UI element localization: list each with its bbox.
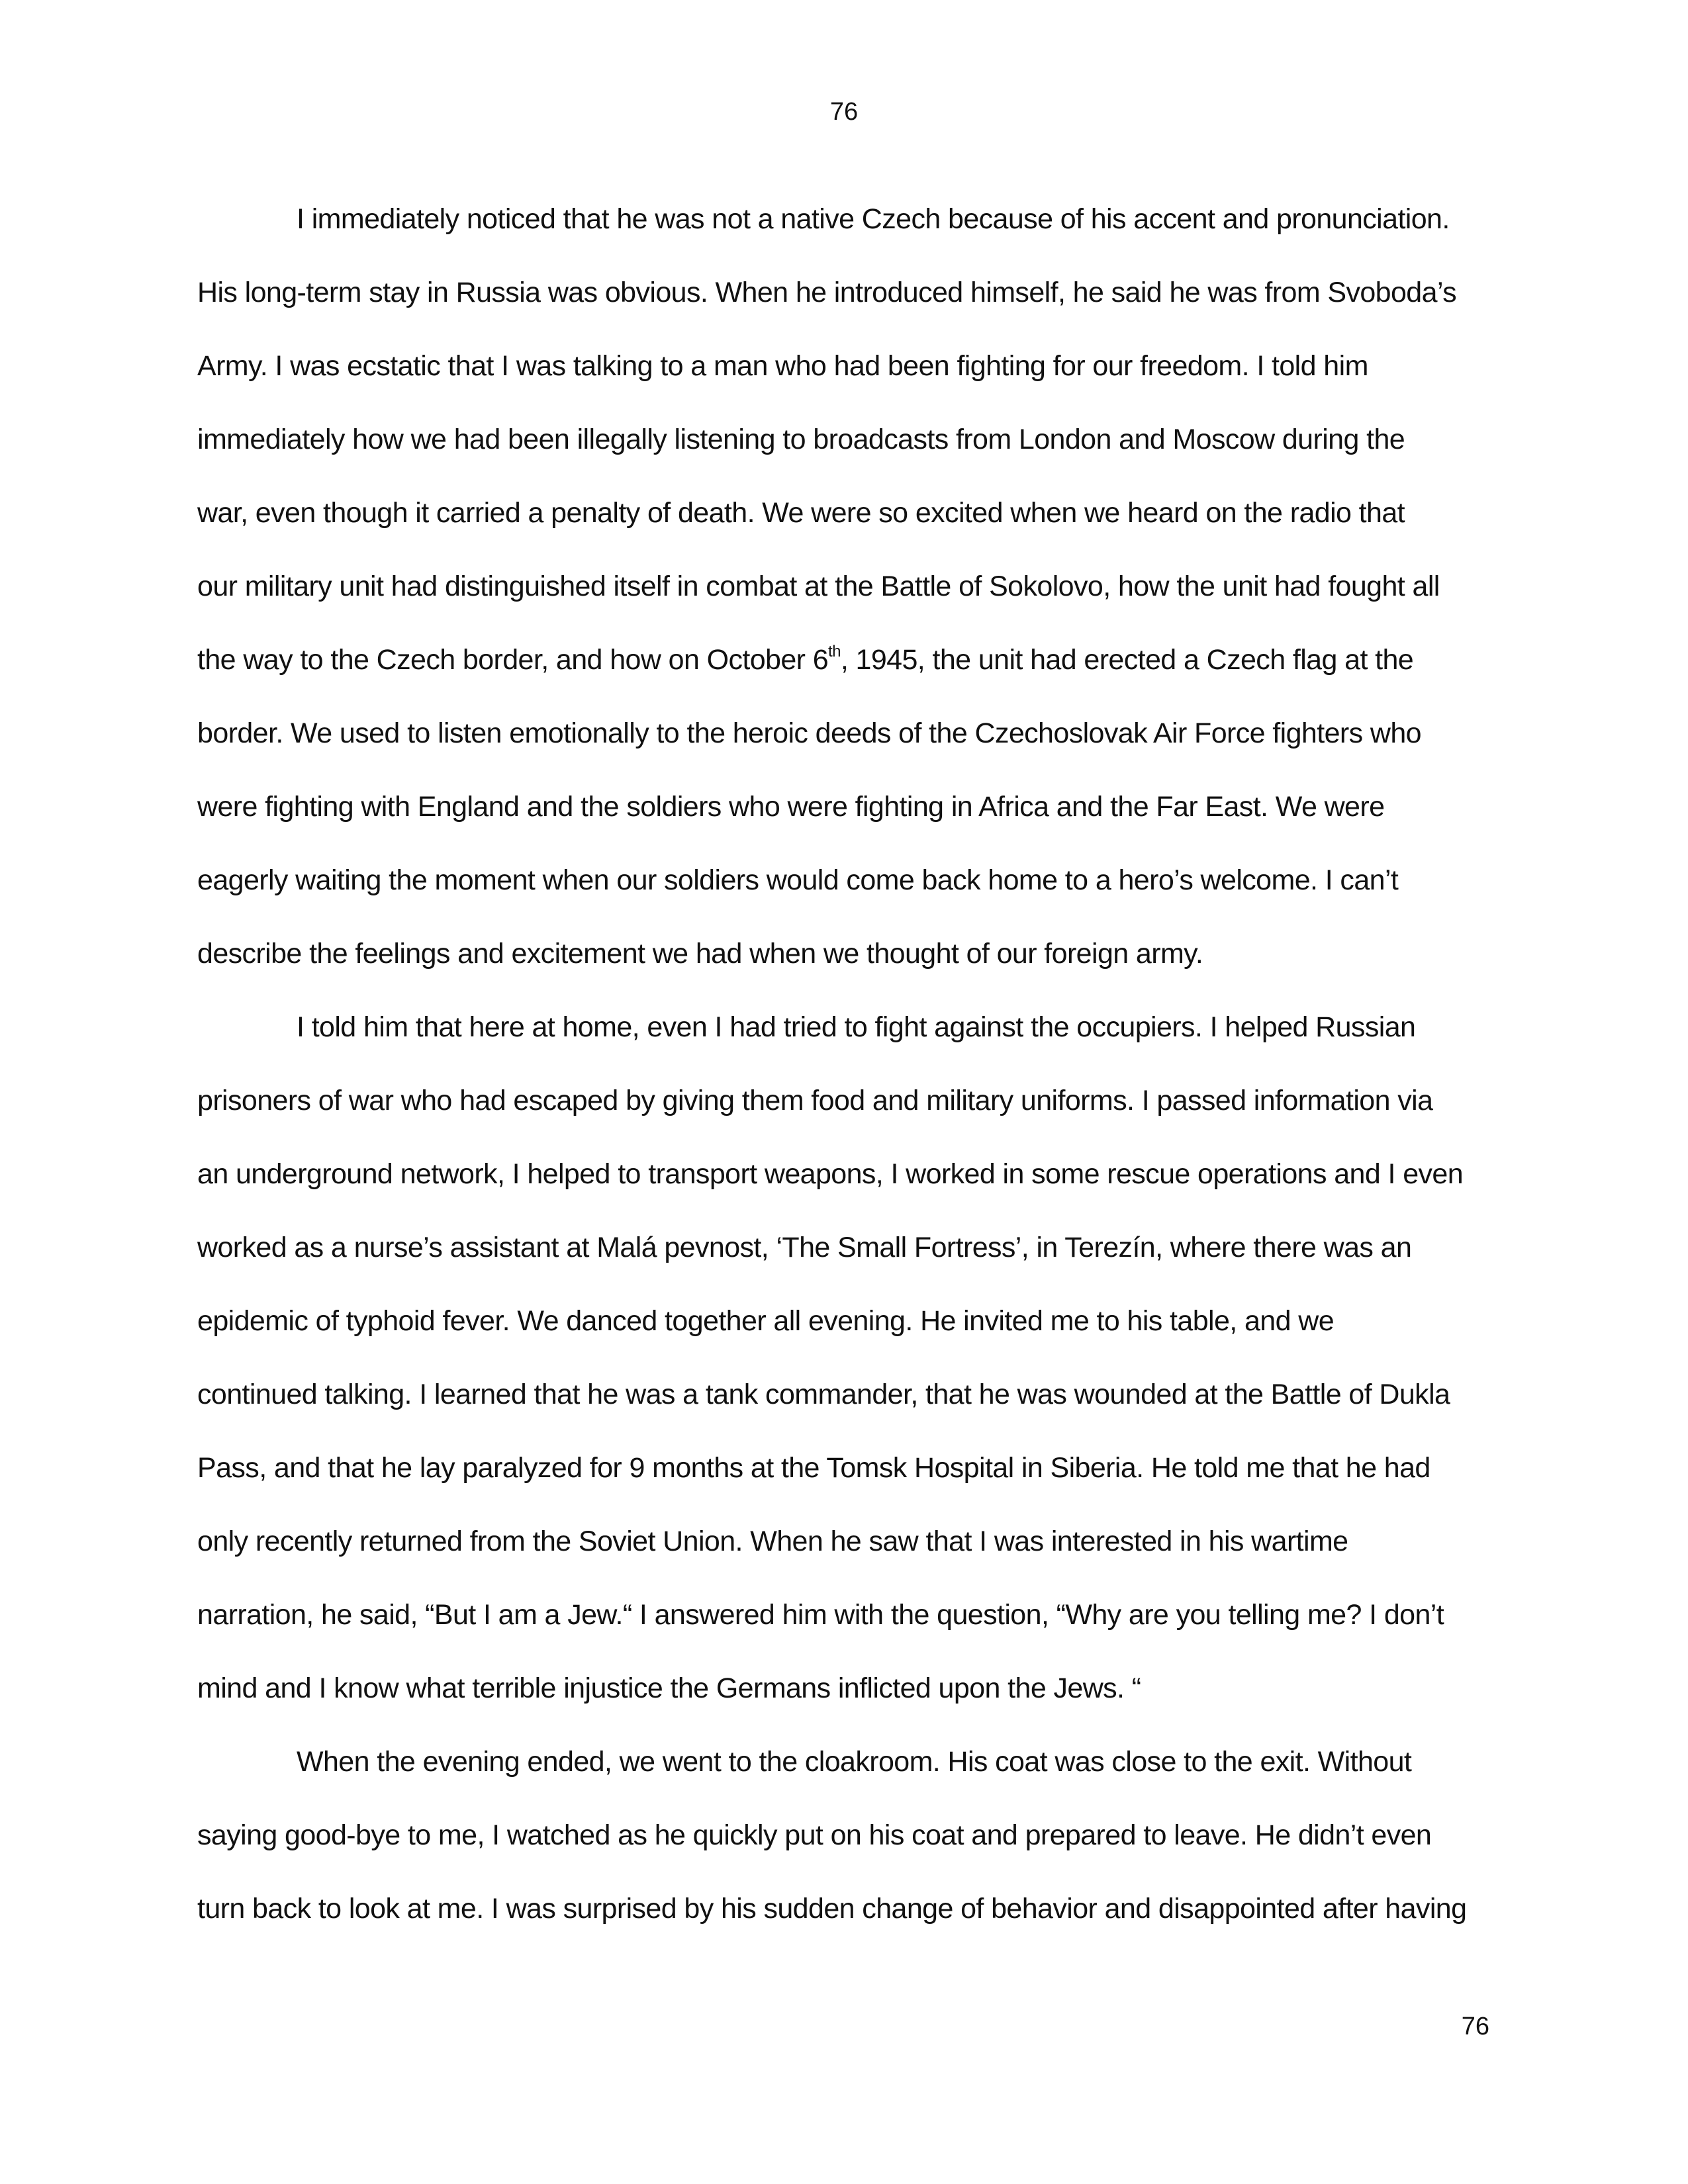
text-line: Army. I was ecstatic that I was talking to a man who had been fighting for our freedom. I told him [197, 350, 1368, 382]
text-line: worked as a nurse’s assistant at Malá pevnost, ‘The Small Fortress’, in Terezín, where there was an [197, 1232, 1412, 1263]
text-line: epidemic of typhoid fever. We danced together all evening. He invited me to his table, and we [197, 1305, 1335, 1337]
text-line: turn back to look at me. I was surprised by his sudden change of behavior and disappointed after having [197, 1893, 1467, 1925]
text-fragment: the way to the Czech border, and how on October 6 [197, 644, 829, 676]
text-line [197, 638, 1488, 711]
text-line: Pass, and that he lay paralyzed for 9 months at the Tomsk Hospital in Siberia. He told me that he had [197, 1452, 1430, 1484]
text-line: eagerly waiting the moment when our soldiers would come back home to a hero’s welcome. I can’t [197, 864, 1399, 896]
text-line: an underground network, I helped to transport weapons, I worked in some rescue operations and I even [197, 1158, 1464, 1190]
text-line: describe the feelings and excitement we had when we thought of our foreign army. [197, 938, 1203, 970]
text-line: narration, he said, “But I am a Jew.“ I answered him with the question, “Why are you telling me? I don’t [197, 1599, 1444, 1631]
text-line: immediately how we had been illegally listening to broadcasts from London and Moscow during the [197, 424, 1405, 455]
text-line: war, even though it carried a penalty of death. We were so excited when we heard on the radio that [197, 497, 1405, 529]
text-line: mind and I know what terrible injustice the Germans inflicted upon the Jews. “ [197, 1672, 1141, 1704]
body-text [197, 197, 1488, 1960]
text-line: only recently returned from the Soviet Union. When he saw that I was interested in his wartime [197, 1525, 1348, 1557]
text-line: border. We used to listen emotionally to the heroic deeds of the Czechoslovak Air Force fighters who [197, 717, 1421, 749]
text-line: saying good-bye to me, I watched as he quickly put on his coat and prepared to leave. He didn’t even [197, 1819, 1432, 1851]
text-line: continued talking. I learned that he was a tank commander, that he was wounded at the Battle of Dukla [197, 1379, 1450, 1410]
text-line: I told him that here at home, even I had tried to fight against the occupiers. I helped Russian [297, 1011, 1416, 1043]
text-line: prisoners of war who had escaped by giving them food and military uniforms. I passed information via [197, 1085, 1433, 1116]
ordinal-superscript: th [828, 642, 841, 660]
text-fragment: , 1945, the unit had erected a Czech flag at the [840, 644, 1414, 676]
text-line: were fighting with England and the soldiers who were fighting in Africa and the Far East. We were [197, 791, 1385, 823]
text-line: our military unit had distinguished itself in combat at the Battle of Sokolovo, how the unit had fought all [197, 570, 1440, 602]
header-page-number: 76 [829, 98, 859, 126]
text-line: I immediately noticed that he was not a native Czech because of his accent and pronunciation. [297, 203, 1450, 235]
footer-page-number: 76 [1461, 2013, 1489, 2040]
text-line: His long-term stay in Russia was obvious. When he introduced himself, he said he was from Svoboda’s [197, 277, 1457, 308]
text-line: When the evening ended, we went to the cloakroom. His coat was close to the exit. Without [297, 1746, 1412, 1778]
